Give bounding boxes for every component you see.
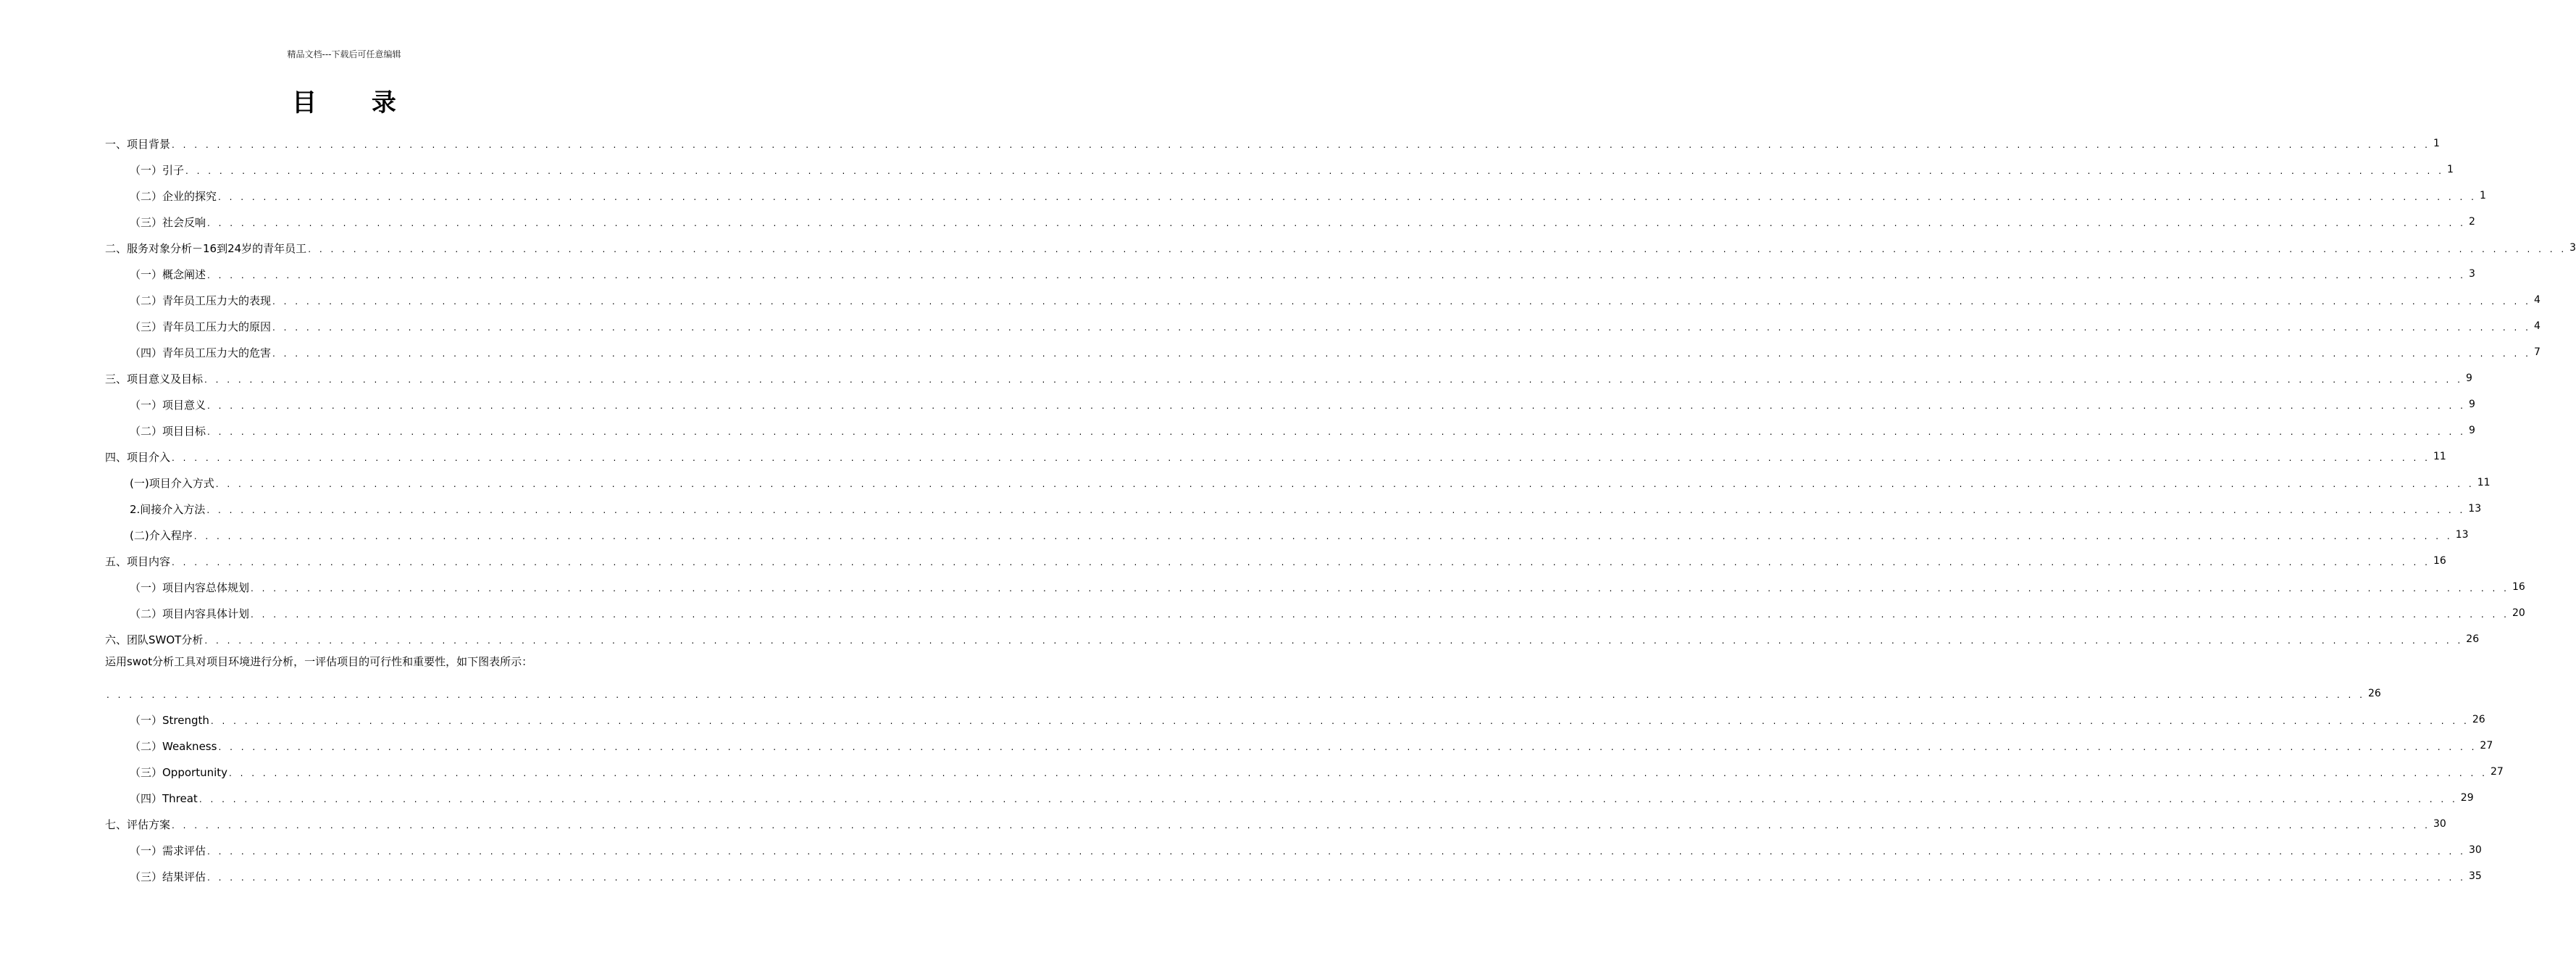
toc-entry[interactable] bbox=[105, 261, 2475, 287]
toc-entry-title: （一）需求评估 bbox=[130, 844, 206, 857]
toc-dot-leader: . . . . . . . . . . . . . . . . . . . . . . . . . . . . . . . . . . . . . . . . . . . . . . . . . . . . . . . . . . . . . . . . . . . . . . . . . . . . . . . . . . . . . . . . . . . . . . . . . . . . . . . . . . . . . . . . . . . . . . . . . . . . . . . . . . . . . . . . . . . . . . . . . . . . . . . . . . . . . . . . . . . . . . . . . . . . . . . . . . . . . . . . . . . . . . . . . . . . . . . . bbox=[106, 690, 2365, 700]
toc-entry[interactable] bbox=[105, 548, 2446, 574]
toc-entry-title: 二、服务对象分析－16到24岁的青年员工 bbox=[105, 241, 307, 255]
toc-entry-title: （三）结果评估 bbox=[130, 870, 206, 883]
toc-entry[interactable] bbox=[105, 759, 2504, 785]
toc-dot-leader: . . . . . . . . . . . . . . . . . . . . . . . . . . . . . . . . . . . . . . . . . . . . . . . . . . . . . . . . . . . . . . . . . . . . . . . . . . . . . . . . . . . . . . . . . . . . . . . . . . . . . . . . . . . . . . . . . . . . . . . . . . . . . . . . . . . . . . . . . . . . . . . . . . . . . . . . . . . . . . . . . . . . . . . . . . . . . . . . . . . . . . . . . . . . . . . . . . . . . . . . bbox=[207, 427, 2466, 437]
toc-dot-leader: . . . . . . . . . . . . . . . . . . . . . . . . . . . . . . . . . . . . . . . . . . . . . . . . . . . . . . . . . . . . . . . . . . . . . . . . . . . . . . . . . . . . . . . . . . . . . . . . . . . . . . . . . . . . . . . . . . . . . . . . . . . . . . . . . . . . . . . . . . . . . . . . . . . . . . . . . . . . . . . . . . . . . . . . . . . . . . . . . . . . . . . . . . . . . . . . . . . . . . . . bbox=[272, 322, 2531, 333]
toc-page-number: 9 bbox=[2468, 399, 2475, 410]
toc-dot-leader: . . . . . . . . . . . . . . . . . . . . . . . . . . . . . . . . . . . . . . . . . . . . . . . . . . . . . . . . . . . . . . . . . . . . . . . . . . . . . . . . . . . . . . . . . . . . . . . . . . . . . . . . . . . . . . . . . . . . . . . . . . . . . . . . . . . . . . . . . . . . . . . . . . . . . . . . . . . . . . . . . . . . . . . . . . . . . . . . . . . . . . . . . . . . . . . . . . . . . . . . bbox=[272, 349, 2531, 359]
toc-page-number: 3 bbox=[2569, 242, 2576, 254]
toc-dot-leader: . . . . . . . . . . . . . . . . . . . . . . . . . . . . . . . . . . . . . . . . . . . . . . . . . . . . . . . . . . . . . . . . . . . . . . . . . . . . . . . . . . . . . . . . . . . . . . . . . . . . . . . . . . . . . . . . . . . . . . . . . . . . . . . . . . . . . . . . . . . . . . . . . . . . . . . . . . . . . . . . . . . . . . . . . . . . . . . . . . . . . . . . . . . . . . . . . . . . . . . . bbox=[308, 244, 2567, 254]
toc-entry[interactable] bbox=[105, 863, 2482, 889]
toc-entry[interactable] bbox=[105, 470, 2491, 496]
toc-entry-title: （二）项目目标 bbox=[130, 424, 206, 438]
toc-page-number: 30 bbox=[2468, 844, 2482, 856]
toc-entry-title: 七、评估方案 bbox=[105, 817, 171, 831]
toc-dot-leader: . . . . . . . . . . . . . . . . . . . . . . . . . . . . . . . . . . . . . . . . . . . . . . . . . . . . . . . . . . . . . . . . . . . . . . . . . . . . . . . . . . . . . . . . . . . . . . . . . . . . . . . . . . . . . . . . . . . . . . . . . . . . . . . . . . . . . . . . . . . . . . . . . . . . . . . . . . . . . . . . . . . . . . . . . . . . . . . . . . . . . . . . . . . . . . . . . . . . . . . . bbox=[185, 166, 2444, 176]
toc-entry-title: （三）社会反响 bbox=[130, 215, 206, 229]
toc-entry-title: (二)介入程序 bbox=[130, 528, 193, 542]
toc-page-number: 1 bbox=[2479, 190, 2486, 201]
toc-page-number: 4 bbox=[2533, 294, 2541, 306]
toc-dot-leader: . . . . . . . . . . . . . . . . . . . . . . . . . . . . . . . . . . . . . . . . . . . . . . . . . . . . . . . . . . . . . . . . . . . . . . . . . . . . . . . . . . . . . . . . . . . . . . . . . . . . . . . . . . . . . . . . . . . . . . . . . . . . . . . . . . . . . . . . . . . . . . . . . . . . . . . . . . . . . . . . . . . . . . . . . . . . . . . . . . . . . . . . . . . . . . . . . . . . . . . . bbox=[198, 794, 2458, 804]
toc-dot-leader: . . . . . . . . . . . . . . . . . . . . . . . . . . . . . . . . . . . . . . . . . . . . . . . . . . . . . . . . . . . . . . . . . . . . . . . . . . . . . . . . . . . . . . . . . . . . . . . . . . . . . . . . . . . . . . . . . . . . . . . . . . . . . . . . . . . . . . . . . . . . . . . . . . . . . . . . . . . . . . . . . . . . . . . . . . . . . . . . . . . . . . . . . . . . . . . . . . . . . . . . bbox=[193, 531, 2453, 541]
toc-entry-title: （一）项目意义 bbox=[130, 398, 206, 412]
toc-dot-leader: . . . . . . . . . . . . . . . . . . . . . . . . . . . . . . . . . . . . . . . . . . . . . . . . . . . . . . . . . . . . . . . . . . . . . . . . . . . . . . . . . . . . . . . . . . . . . . . . . . . . . . . . . . . . . . . . . . . . . . . . . . . . . . . . . . . . . . . . . . . . . . . . . . . . . . . . . . . . . . . . . . . . . . . . . . . . . . . . . . . . . . . . . . . . . . . . . . . . . . . . bbox=[218, 192, 2477, 202]
toc-page-number: 11 bbox=[2477, 477, 2491, 488]
toc-entry[interactable] bbox=[105, 417, 2475, 444]
toc-dot-leader: . . . . . . . . . . . . . . . . . . . . . . . . . . . . . . . . . . . . . . . . . . . . . . . . . . . . . . . . . . . . . . . . . . . . . . . . . . . . . . . . . . . . . . . . . . . . . . . . . . . . . . . . . . . . . . . . . . . . . . . . . . . . . . . . . . . . . . . . . . . . . . . . . . . . . . . . . . . . . . . . . . . . . . . . . . . . . . . . . . . . . . . . . . . . . . . . . . . . . . . . bbox=[210, 716, 2470, 726]
toc-dot-leader: . . . . . . . . . . . . . . . . . . . . . . . . . . . . . . . . . . . . . . . . . . . . . . . . . . . . . . . . . . . . . . . . . . . . . . . . . . . . . . . . . . . . . . . . . . . . . . . . . . . . . . . . . . . . . . . . . . . . . . . . . . . . . . . . . . . . . . . . . . . . . . . . . . . . . . . . . . . . . . . . . . . . . . . . . . . . . . . . . . . . . . . . . . . . . . . . . . . . . . . . bbox=[272, 296, 2531, 307]
toc-dot-leader: . . . . . . . . . . . . . . . . . . . . . . . . . . . . . . . . . . . . . . . . . . . . . . . . . . . . . . . . . . . . . . . . . . . . . . . . . . . . . . . . . . . . . . . . . . . . . . . . . . . . . . . . . . . . . . . . . . . . . . . . . . . . . . . . . . . . . . . . . . . . . . . . . . . . . . . . . . . . . . . . . . . . . . . . . . . . . . . . . . . . . . . . . . . . . . . . . . . . . . . . bbox=[206, 505, 2466, 515]
toc-entry[interactable] bbox=[105, 183, 2486, 209]
toc-page-number: 13 bbox=[2455, 529, 2469, 541]
toc-entry-title: 一、项目背景 bbox=[105, 137, 171, 151]
toc-entry[interactable] bbox=[105, 365, 2472, 391]
toc-entry-title: （三）青年员工压力大的原因 bbox=[130, 320, 272, 333]
toc-entry-title: （二）Weakness bbox=[130, 739, 217, 753]
toc-entry-title: （二）青年员工压力大的表现 bbox=[130, 294, 272, 307]
toc-page-number: 27 bbox=[2490, 766, 2504, 778]
toc-page-number: 13 bbox=[2468, 503, 2482, 515]
toc-entry-title: （四）青年员工压力大的危害 bbox=[130, 346, 272, 359]
toc-entry-title: 五、项目内容 bbox=[105, 554, 171, 568]
toc-entry[interactable] bbox=[105, 313, 2541, 339]
toc-entry-title: （三）Opportunity bbox=[130, 765, 228, 779]
toc-dot-leader: . . . . . . . . . . . . . . . . . . . . . . . . . . . . . . . . . . . . . . . . . . . . . . . . . . . . . . . . . . . . . . . . . . . . . . . . . . . . . . . . . . . . . . . . . . . . . . . . . . . . . . . . . . . . . . . . . . . . . . . . . . . . . . . . . . . . . . . . . . . . . . . . . . . . . . . . . . . . . . . . . . . . . . . . . . . . . . . . . . . . . . . . . . . . . . . . . . . . . . . . bbox=[172, 140, 2430, 150]
toc-entry[interactable] bbox=[105, 157, 2454, 183]
toc-entry-title: 2.间接介入方法 bbox=[130, 502, 206, 516]
toc-page-number: 9 bbox=[2465, 372, 2472, 384]
toc-dot-leader: . . . . . . . . . . . . . . . . . . . . . . . . . . . . . . . . . . . . . . . . . . . . . . . . . . . . . . . . . . . . . . . . . . . . . . . . . . . . . . . . . . . . . . . . . . . . . . . . . . . . . . . . . . . . . . . . . . . . . . . . . . . . . . . . . . . . . . . . . . . . . . . . . . . . . . . . . . . . . . . . . . . . . . . . . . . . . . . . . . . . . . . . . . . . . . . . . . . . . . . . bbox=[229, 768, 2488, 778]
toc-entry-title: （一）Strength bbox=[130, 713, 209, 727]
toc-entry[interactable] bbox=[105, 574, 2525, 600]
page-header: 精品文档---下载后可任意编辑 bbox=[287, 49, 401, 59]
toc-page-number: 1 bbox=[2433, 138, 2440, 149]
toc-entry[interactable] bbox=[105, 522, 2469, 548]
toc-dot-leader: . . . . . . . . . . . . . . . . . . . . . . . . . . . . . . . . . . . . . . . . . . . . . . . . . . . . . . . . . . . . . . . . . . . . . . . . . . . . . . . . . . . . . . . . . . . . . . . . . . . . . . . . . . . . . . . . . . . . . . . . . . . . . . . . . . . . . . . . . . . . . . . . . . . . . . . . . . . . . . . . . . . . . . . . . . . . . . . . . . . . . . . . . . . . . . . . . . . . . . . . bbox=[172, 820, 2430, 831]
toc-dot-leader: . . . . . . . . . . . . . . . . . . . . . . . . . . . . . . . . . . . . . . . . . . . . . . . . . . . . . . . . . . . . . . . . . . . . . . . . . . . . . . . . . . . . . . . . . . . . . . . . . . . . . . . . . . . . . . . . . . . . . . . . . . . . . . . . . . . . . . . . . . . . . . . . . . . . . . . . . . . . . . . . . . . . . . . . . . . . . . . . . . . . . . . . . . . . . . . . . . . . . . . . bbox=[172, 557, 2430, 567]
toc-entry[interactable] bbox=[105, 444, 2446, 470]
toc-entry-title: （一）项目内容总体规划 bbox=[130, 580, 250, 594]
toc-entry-title: （二）企业的探究 bbox=[130, 189, 217, 203]
toc-entry[interactable] bbox=[105, 626, 2480, 652]
toc-page-number: 35 bbox=[2468, 870, 2482, 882]
toc-dot-leader: . . . . . . . . . . . . . . . . . . . . . . . . . . . . . . . . . . . . . . . . . . . . . . . . . . . . . . . . . . . . . . . . . . . . . . . . . . . . . . . . . . . . . . . . . . . . . . . . . . . . . . . . . . . . . . . . . . . . . . . . . . . . . . . . . . . . . . . . . . . . . . . . . . . . . . . . . . . . . . . . . . . . . . . . . . . . . . . . . . . . . . . . . . . . . . . . . . . . . . . . bbox=[207, 873, 2466, 883]
toc-entry[interactable] bbox=[105, 339, 2541, 365]
toc-entry[interactable] bbox=[105, 733, 2493, 759]
toc-note: 运用swot分析工具对项目环境进行分析，一评估项目的可行性和重要性，如下图表所示： bbox=[105, 655, 533, 668]
toc-entry-title: 四、项目介入 bbox=[105, 450, 171, 464]
toc-entry[interactable] bbox=[105, 680, 2381, 707]
toc-entry[interactable] bbox=[105, 496, 2482, 522]
toc-page-number: 20 bbox=[2512, 607, 2525, 619]
toc-entry[interactable] bbox=[105, 785, 2474, 811]
toc-entry[interactable] bbox=[105, 235, 2576, 261]
toc-entry-title: （二）项目内容具体计划 bbox=[130, 607, 250, 620]
toc-entry[interactable] bbox=[105, 391, 2475, 417]
toc-page-number: 27 bbox=[2480, 740, 2493, 752]
toc-dot-leader: . . . . . . . . . . . . . . . . . . . . . . . . . . . . . . . . . . . . . . . . . . . . . . . . . . . . . . . . . . . . . . . . . . . . . . . . . . . . . . . . . . . . . . . . . . . . . . . . . . . . . . . . . . . . . . . . . . . . . . . . . . . . . . . . . . . . . . . . . . . . . . . . . . . . . . . . . . . . . . . . . . . . . . . . . . . . . . . . . . . . . . . . . . . . . . . . . . . . . . . . bbox=[251, 609, 2509, 620]
toc-page-number: 26 bbox=[2472, 714, 2485, 725]
toc-dot-leader: . . . . . . . . . . . . . . . . . . . . . . . . . . . . . . . . . . . . . . . . . . . . . . . . . . . . . . . . . . . . . . . . . . . . . . . . . . . . . . . . . . . . . . . . . . . . . . . . . . . . . . . . . . . . . . . . . . . . . . . . . . . . . . . . . . . . . . . . . . . . . . . . . . . . . . . . . . . . . . . . . . . . . . . . . . . . . . . . . . . . . . . . . . . . . . . . . . . . . . . . bbox=[215, 479, 2475, 489]
toc-page-number: 11 bbox=[2433, 451, 2446, 462]
toc-dot-leader: . . . . . . . . . . . . . . . . . . . . . . . . . . . . . . . . . . . . . . . . . . . . . . . . . . . . . . . . . . . . . . . . . . . . . . . . . . . . . . . . . . . . . . . . . . . . . . . . . . . . . . . . . . . . . . . . . . . . . . . . . . . . . . . . . . . . . . . . . . . . . . . . . . . . . . . . . . . . . . . . . . . . . . . . . . . . . . . . . . . . . . . . . . . . . . . . . . . . . . . . bbox=[207, 218, 2466, 228]
toc-dot-leader: . . . . . . . . . . . . . . . . . . . . . . . . . . . . . . . . . . . . . . . . . . . . . . . . . . . . . . . . . . . . . . . . . . . . . . . . . . . . . . . . . . . . . . . . . . . . . . . . . . . . . . . . . . . . . . . . . . . . . . . . . . . . . . . . . . . . . . . . . . . . . . . . . . . . . . . . . . . . . . . . . . . . . . . . . . . . . . . . . . . . . . . . . . . . . . . . . . . . . . . . bbox=[251, 583, 2509, 594]
toc-entry[interactable] bbox=[105, 707, 2485, 733]
toc-entry-title: （一）概念阐述 bbox=[130, 267, 206, 281]
toc-page-number: 3 bbox=[2468, 268, 2475, 280]
page-title: 目 录 bbox=[292, 88, 419, 117]
toc-dot-leader: . . . . . . . . . . . . . . . . . . . . . . . . . . . . . . . . . . . . . . . . . . . . . . . . . . . . . . . . . . . . . . . . . . . . . . . . . . . . . . . . . . . . . . . . . . . . . . . . . . . . . . . . . . . . . . . . . . . . . . . . . . . . . . . . . . . . . . . . . . . . . . . . . . . . . . . . . . . . . . . . . . . . . . . . . . . . . . . . . . . . . . . . . . . . . . . . . . . . . . . . bbox=[207, 401, 2466, 411]
toc-dot-leader: . . . . . . . . . . . . . . . . . . . . . . . . . . . . . . . . . . . . . . . . . . . . . . . . . . . . . . . . . . . . . . . . . . . . . . . . . . . . . . . . . . . . . . . . . . . . . . . . . . . . . . . . . . . . . . . . . . . . . . . . . . . . . . . . . . . . . . . . . . . . . . . . . . . . . . . . . . . . . . . . . . . . . . . . . . . . . . . . . . . . . . . . . . . . . . . . . . . . . . . . bbox=[172, 453, 2430, 463]
toc-entry-title: 三、项目意义及目标 bbox=[105, 372, 204, 386]
toc-entry-title: （四）Threat bbox=[130, 791, 198, 805]
toc-page-number: 9 bbox=[2468, 425, 2475, 436]
toc-entry[interactable] bbox=[105, 837, 2482, 863]
toc-page-number: 30 bbox=[2433, 818, 2446, 830]
toc-entry[interactable] bbox=[105, 130, 2440, 157]
toc-page-number: 26 bbox=[2466, 633, 2480, 645]
toc-entry[interactable] bbox=[105, 600, 2525, 626]
toc-page-number: 1 bbox=[2446, 164, 2454, 175]
toc-dot-leader: . . . . . . . . . . . . . . . . . . . . . . . . . . . . . . . . . . . . . . . . . . . . . . . . . . . . . . . . . . . . . . . . . . . . . . . . . . . . . . . . . . . . . . . . . . . . . . . . . . . . . . . . . . . . . . . . . . . . . . . . . . . . . . . . . . . . . . . . . . . . . . . . . . . . . . . . . . . . . . . . . . . . . . . . . . . . . . . . . . . . . . . . . . . . . . . . . . . . . . . . bbox=[207, 270, 2466, 280]
toc-dot-leader: . . . . . . . . . . . . . . . . . . . . . . . . . . . . . . . . . . . . . . . . . . . . . . . . . . . . . . . . . . . . . . . . . . . . . . . . . . . . . . . . . . . . . . . . . . . . . . . . . . . . . . . . . . . . . . . . . . . . . . . . . . . . . . . . . . . . . . . . . . . . . . . . . . . . . . . . . . . . . . . . . . . . . . . . . . . . . . . . . . . . . . . . . . . . . . . . . . . . . . . . bbox=[218, 742, 2477, 752]
toc-page-number: 2 bbox=[2468, 216, 2475, 228]
toc-page-number: 26 bbox=[2367, 688, 2381, 699]
toc-page-number: 4 bbox=[2533, 320, 2541, 332]
toc-page-number: 29 bbox=[2460, 792, 2474, 804]
toc-entry-title: 六、团队SWOT分析 bbox=[105, 633, 204, 646]
toc-page-number: 7 bbox=[2533, 346, 2541, 358]
toc-entry[interactable] bbox=[105, 287, 2541, 313]
toc-dot-leader: . . . . . . . . . . . . . . . . . . . . . . . . . . . . . . . . . . . . . . . . . . . . . . . . . . . . . . . . . . . . . . . . . . . . . . . . . . . . . . . . . . . . . . . . . . . . . . . . . . . . . . . . . . . . . . . . . . . . . . . . . . . . . . . . . . . . . . . . . . . . . . . . . . . . . . . . . . . . . . . . . . . . . . . . . . . . . . . . . . . . . . . . . . . . . . . . . . . . . . . . bbox=[207, 846, 2466, 857]
toc-dot-leader: . . . . . . . . . . . . . . . . . . . . . . . . . . . . . . . . . . . . . . . . . . . . . . . . . . . . . . . . . . . . . . . . . . . . . . . . . . . . . . . . . . . . . . . . . . . . . . . . . . . . . . . . . . . . . . . . . . . . . . . . . . . . . . . . . . . . . . . . . . . . . . . . . . . . . . . . . . . . . . . . . . . . . . . . . . . . . . . . . . . . . . . . . . . . . . . . . . . . . . . . bbox=[204, 636, 2464, 646]
toc-page-number: 16 bbox=[2512, 581, 2525, 593]
toc-page-number: 16 bbox=[2433, 555, 2446, 567]
toc-entry-title: (一)项目介入方式 bbox=[130, 476, 214, 490]
toc-entry[interactable] bbox=[105, 209, 2475, 235]
toc-entry[interactable] bbox=[105, 811, 2446, 837]
toc-dot-leader: . . . . . . . . . . . . . . . . . . . . . . . . . . . . . . . . . . . . . . . . . . . . . . . . . . . . . . . . . . . . . . . . . . . . . . . . . . . . . . . . . . . . . . . . . . . . . . . . . . . . . . . . . . . . . . . . . . . . . . . . . . . . . . . . . . . . . . . . . . . . . . . . . . . . . . . . . . . . . . . . . . . . . . . . . . . . . . . . . . . . . . . . . . . . . . . . . . . . . . . . bbox=[204, 375, 2463, 385]
toc-entry-title: （一）引子 bbox=[130, 163, 185, 177]
